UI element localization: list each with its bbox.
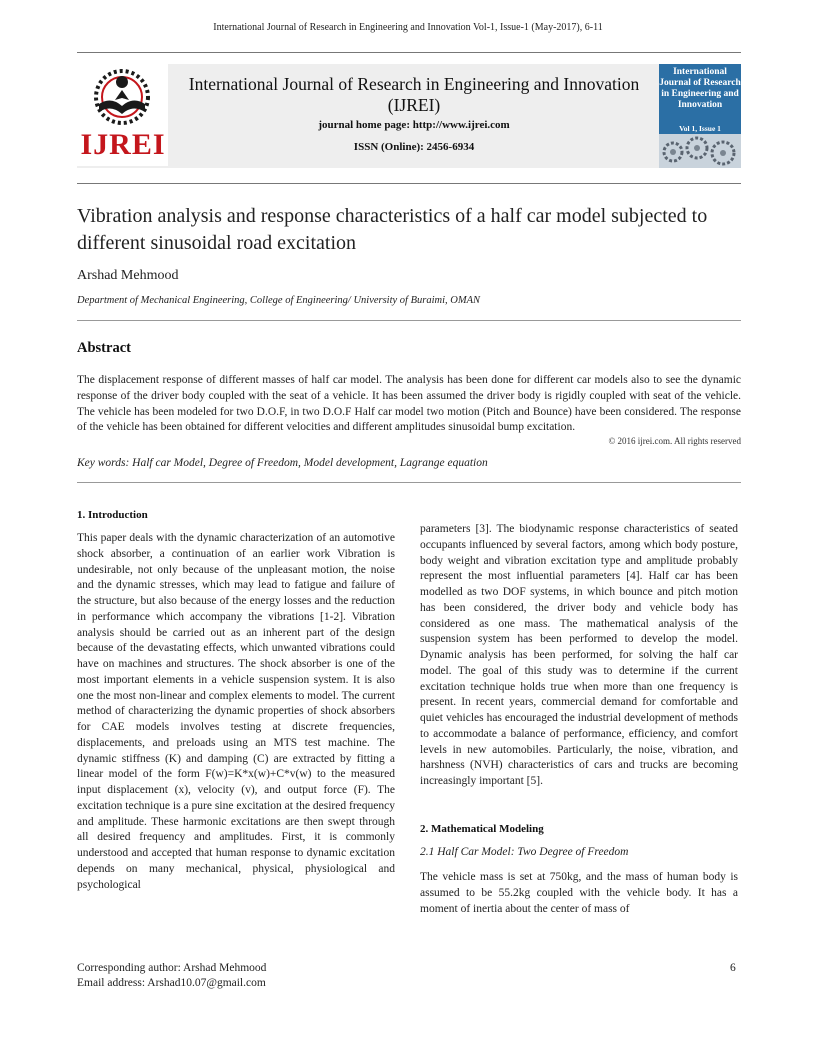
running-head: International Journal of Research in Engineering and Innovation Vol-1, Issue-1 (May-2017), 6-11: [213, 22, 603, 33]
keywords-rule: [77, 482, 741, 483]
cover-title: International Journal of Research in Engineering and Innovation: [659, 67, 741, 110]
author-email[interactable]: Email address: Arshad10.07@gmail.com: [77, 977, 266, 989]
paper-title: Vibration analysis and response characteristics of a half car model subjected to different sinusoidal road excitation: [77, 205, 708, 254]
abstract-text: The displacement response of different masses of half car model. The analysis has been done for different car models also to see the dynamic response of the driver body coupled with the seat of a vehicle. It has been assumed the driver body is rigidly coupled with seat of the vehicle. The vehicle has been modeled for two D.O.F, in two D.O.F Half car model two motion (Pitch and Bounce) have been considered. The response of the vehicle has been obtained for different velocities and different amplitudes sinusoidal bump excitation.: [77, 374, 741, 434]
page-number: 6: [730, 962, 736, 974]
banner-rule: [77, 183, 741, 184]
journal-homepage[interactable]: journal home page: http://www.ijrei.com: [318, 119, 510, 131]
logo-text: IJREI: [80, 128, 166, 161]
math-heading: 2. Mathematical Modeling: [420, 823, 544, 835]
journal-title: International Journal of Research in Engineering and Innovation (IJREI): [188, 74, 640, 115]
intro-heading: 1. Introduction: [77, 509, 148, 521]
copyright-notice: © 2016 ijrei.com. All rights reserved: [608, 436, 741, 446]
journal-logo: [77, 64, 168, 166]
author-name: Arshad Mehmood: [77, 268, 179, 283]
intro-column-right: parameters [3]. The biodynamic response characteristics of seated occupants influenced by several factors, among which body posture, body weight and vibration excitation type and amplitude probably represent the most influential parameters [4]. Half car has been modelled as two DOF systems, in which bounce and pitch motion has been considered, the driver body and vehicle body has considered as one mass. The mathematical analysis of the suspension system has been performed to develop the model. Dynamic analysis has been performed, for solving the half car model. The goal of this study was to determine if the current excitation technique holds true when more than one frequency is present. In recent years, commercial demand for comfortable and quiet vehicles has encouraged the industrial development of methods to accommodate a balance of performance, efficiency, and comfort levels in new automobiles. Particularly, the noise, vibration, and harshness (NVH) characteristics of cars and trucks are becoming increasingly important [5].: [420, 523, 738, 787]
book-emblem-icon: [77, 66, 168, 128]
subsection-heading: 2.1 Half Car Model: Two Degree of Freedom: [420, 846, 629, 858]
journal-issn: ISSN (Online): 2456-6934: [353, 141, 475, 153]
abstract-heading: Abstract: [77, 340, 131, 356]
affiliation-rule: [77, 320, 741, 321]
header-rule: [77, 52, 741, 53]
gear-collage-icon: [659, 134, 741, 168]
corresponding-author: Corresponding author: Arshad Mehmood: [77, 962, 267, 974]
author-affiliation: Department of Mechanical Engineering, College of Engineering/ University of Buraimi, OMAN: [77, 295, 481, 306]
journal-cover: [659, 64, 741, 168]
intro-column-left: This paper deals with the dynamic characterization of an automotive shock absorber, a continuation of an earlier work Vibration is undesirable, not only because of the unpleasant motion, the noise and the dynamic stresses, which may lead to fatigue and failure of the structure, but also because of the energy losses and the reduction in performance which accompany the vibrations [1-2]. Vibration analysis should be carried out as an inherent part of the design because of the devastating effects, which unwanted vibrations could have on machines and structures. The shock absorber is one of the most important elements in a vehicle suspension system. It is also one the most non-linear and complex elements to model. The current method of characterizing the dynamic properties of shock absorbers for CAE models involves testing at discrete frequencies, displacements, and preloads using an MTS test machine. The dynamic stiffness (K) and damping (C) are extracted by fitting a linear model of the form F(w)=K*x(w)+C*v(w) to the measured input displacement (x), velocity (v), and output force (F). The excitation technique is a pure sine excitation at the desired frequency and amplitude. These harmonic excitations are then swept through all desired frequency and amplitudes. First, it is commonly understood and accepted that human response to dynamic excitation depends on many mechanical, physical, physiological and psychological: [77, 532, 395, 891]
cover-volume: Vol 1, Issue 1: [679, 124, 721, 133]
math-text: The vehicle mass is set at 750kg, and the mass of human body is assumed to be 55.2kg coupled with the vehicle body. It has a moment of inertia about the center of mass of: [420, 871, 738, 915]
keywords: Key words: Half car Model, Degree of Freedom, Model development, Lagrange equation: [77, 457, 488, 469]
